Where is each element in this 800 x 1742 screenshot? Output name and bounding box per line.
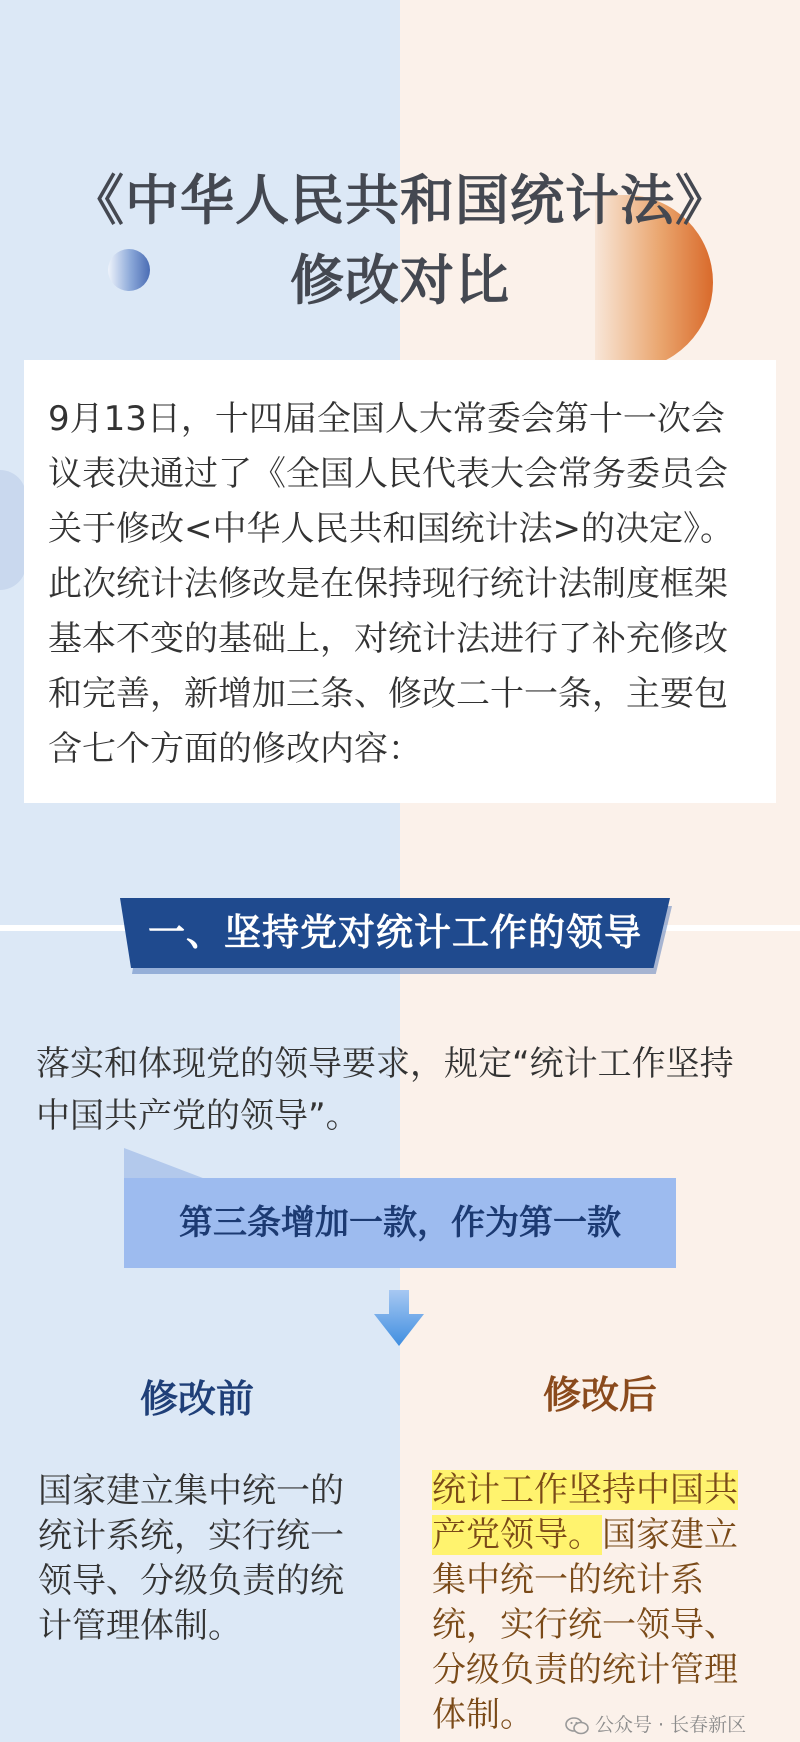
before-label: 修改前: [140, 1377, 255, 1421]
wechat-icon: [565, 1717, 589, 1735]
blue-side-decoration: [0, 470, 26, 590]
after-text: [432, 1468, 762, 1738]
before-text: 国家建立集中统一的统计系统，实行统一领导、分级负责的统计管理体制。: [38, 1471, 344, 1646]
section-description: 落实和体现党的领导要求，规定“统计工作坚持中国共产党的领导”。: [36, 1044, 734, 1136]
section-heading: 一、坚持党对统计工作的领导: [148, 911, 642, 954]
after-label: 修改后: [543, 1373, 658, 1417]
page-subtitle: 修改对比: [290, 249, 510, 312]
after-body-text: 国家建立集中统一的统计系统，实行统一领导、分级负责的统计管理体制。: [432, 1515, 738, 1735]
watermark-text: 公众号 · 长春新区: [595, 1714, 747, 1736]
page-title: 《中华人民共和国统计法》: [70, 169, 730, 232]
article-change-label: 第三条增加一款，作为第一款: [179, 1203, 621, 1243]
after-highlight-text: 统计工作坚持中国共产党领导。: [432, 1470, 738, 1555]
watermark: [565, 1714, 746, 1736]
intro-text: 9月13日，十四届全国人大常委会第十一次会议表决通过了《全国人民代表大会常务委员会关于修改<中华人民共和国统计法>的决定》。此次统计法修改是在保持现行统计法制度框架基本不变的基础上，对统计法进行了补充修改和完善，新增加三条、修改二十一条，主要包含七个方面的修改内容：: [48, 399, 734, 769]
arrow-down-icon: [374, 1290, 424, 1346]
